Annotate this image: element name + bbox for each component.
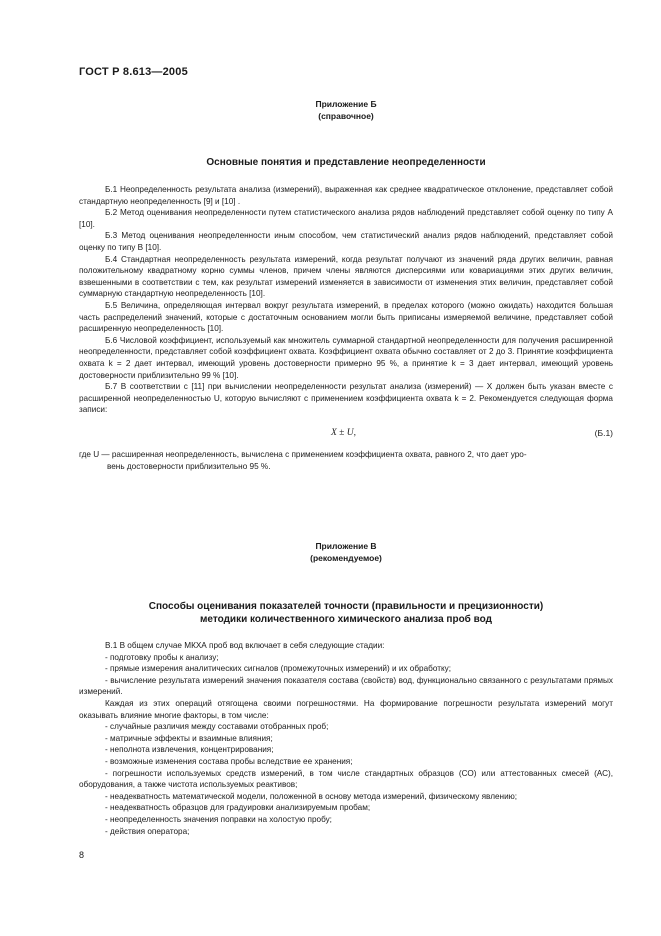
appendix-b-title: Основные понятия и представление неопределенности [206,157,486,168]
list-item: - вычисление результата измерений значения показателя состава (свойств) вод, функционально связанного с результатами прямых измерений. [79,675,613,697]
paragraph-v1: В.1 В общем случае МКХА проб вод включает в себя следующие стадии: [105,641,385,650]
where-line-1: где U — расширенная неопределенность, вычислена с применением коэффициента охвата, равного 2, что дает уро- [79,450,527,459]
list-item: - неполнота извлечения, концентрирования; [105,745,274,755]
paragraph-b2: Б.2 Метод оценивания неопределенности путем статистического анализа рядов наблюдений представляет собой оценку по типу А [10]. [79,208,613,229]
appendix-v-kind: (рекомендуемое) [310,553,382,563]
page-number: 8 [79,850,85,860]
list-item: - погрешности используемых средств измерений, в том числе стандартных образцов (СО) или аттестованных смесей (АС), оборудования, а также чистота используемых реактивов; [79,768,613,790]
list-item: - подготовку пробы к анализу; [105,652,219,662]
list-item: - неадекватность математической модели, положенной в основу метода измерений, физическому явлению; [105,791,518,801]
list-item: - матричные эффекты и взаимные влияния; [105,733,273,743]
paragraph-b5: Б.5 Величина, определяющая интервал вокруг результата измерений, в пределах которого (можно ожидать) находится большая часть распределений значений, которые с достаточным основанием могли быть приписаны измеряемой величине, представляет собой расширенную неопределенность [10]. [79,300,613,334]
list-item: - неопределенность значения поправки на холостую пробу; [105,814,332,824]
paragraph-v-factors: Каждая из этих операций отягощена своими погрешностями. На формирование погрешности результата измерений могут оказывать влияние многие факторы, в том числе: [79,698,613,720]
appendix-b-kind: (справочное) [318,111,374,121]
formula-explanation [79,449,613,472]
formula-b1 [79,428,613,440]
list-item: - прямые измерения аналитических сигналов (промежуточных измерений) и их обработку; [105,664,451,674]
appendix-v-label: Приложение В [315,541,377,551]
appendix-v-body [79,640,613,837]
appendix-v-title-line-2: методики количественного химического анализа проб вод [200,614,492,625]
appendix-v-title-line-1: Способы оценивания показателей точности (правильности и прецизионности) [148,601,544,612]
formula-number: (Б.1) [594,428,613,438]
paragraph-b1: Б.1 Неопределенность результата анализа (измерений), выраженная как среднее квадратическое отклонение, представляет собой стандартную неопределенность [9] и [10] . [79,185,613,206]
paragraph-b6: Б.6 Числовой коэффициент, используемый как множитель суммарной стандартной неопределенности для получения расширенной неопределенности, представляет собой коэффициент охвата. Коэффициент охвата обычно составляет от 2 до 3. Принятие коэффициента охвата k = 2 дает интервал, имеющий уровень достоверности примерно 95 %, а принятие k = 3 дает интервал, имеющий уровень достоверности приблизительно 99 % [10]. [79,335,613,380]
formula-expression: X ± U, [331,428,357,438]
where-line-2: вень достоверности приблизительно 95 %. [107,461,271,471]
list-item: - неадекватность образцов для градуировки анализируемым пробам; [105,803,371,813]
document-header: ГОСТ Р 8.613—2005 [79,66,188,78]
appendix-b-label: Приложение Б [315,99,377,109]
list-item: - действия оператора; [105,826,190,836]
paragraph-b7: Б.7 В соответствии с [11] при вычислении неопределенности результат анализа (измерений) — X должен быть указан вместе с расширенной неопределенностью U, которую вычисляют с применением коэффициента охвата k = 2. Рекомендуется следующая форма записи: [79,382,613,415]
paragraph-b4: Б.4 Стандартная неопределенность результата измерений, когда результат получают из значений ряда других величин, равная положительному квадратному корню суммы членов, причем члены являются дисперсиями или ковариациями этих других величин, взвешенными в соответствии с тем, как результат измерений изменяется в зависимости от изменения этих величин, представляет собой суммарную стандартную неопределенность [10]. [79,254,613,299]
list-item: - возможные изменения состава пробы вследствие ее хранения; [105,756,353,766]
list-item: - случайные различия между составами отобранных проб; [105,722,329,732]
paragraph-b3: Б.3 Метод оценивания неопределенности иным способом, чем статистический анализ рядов наблюдений, представляет собой оценку по типу В [10]. [79,231,613,252]
appendix-b-body [79,184,613,416]
